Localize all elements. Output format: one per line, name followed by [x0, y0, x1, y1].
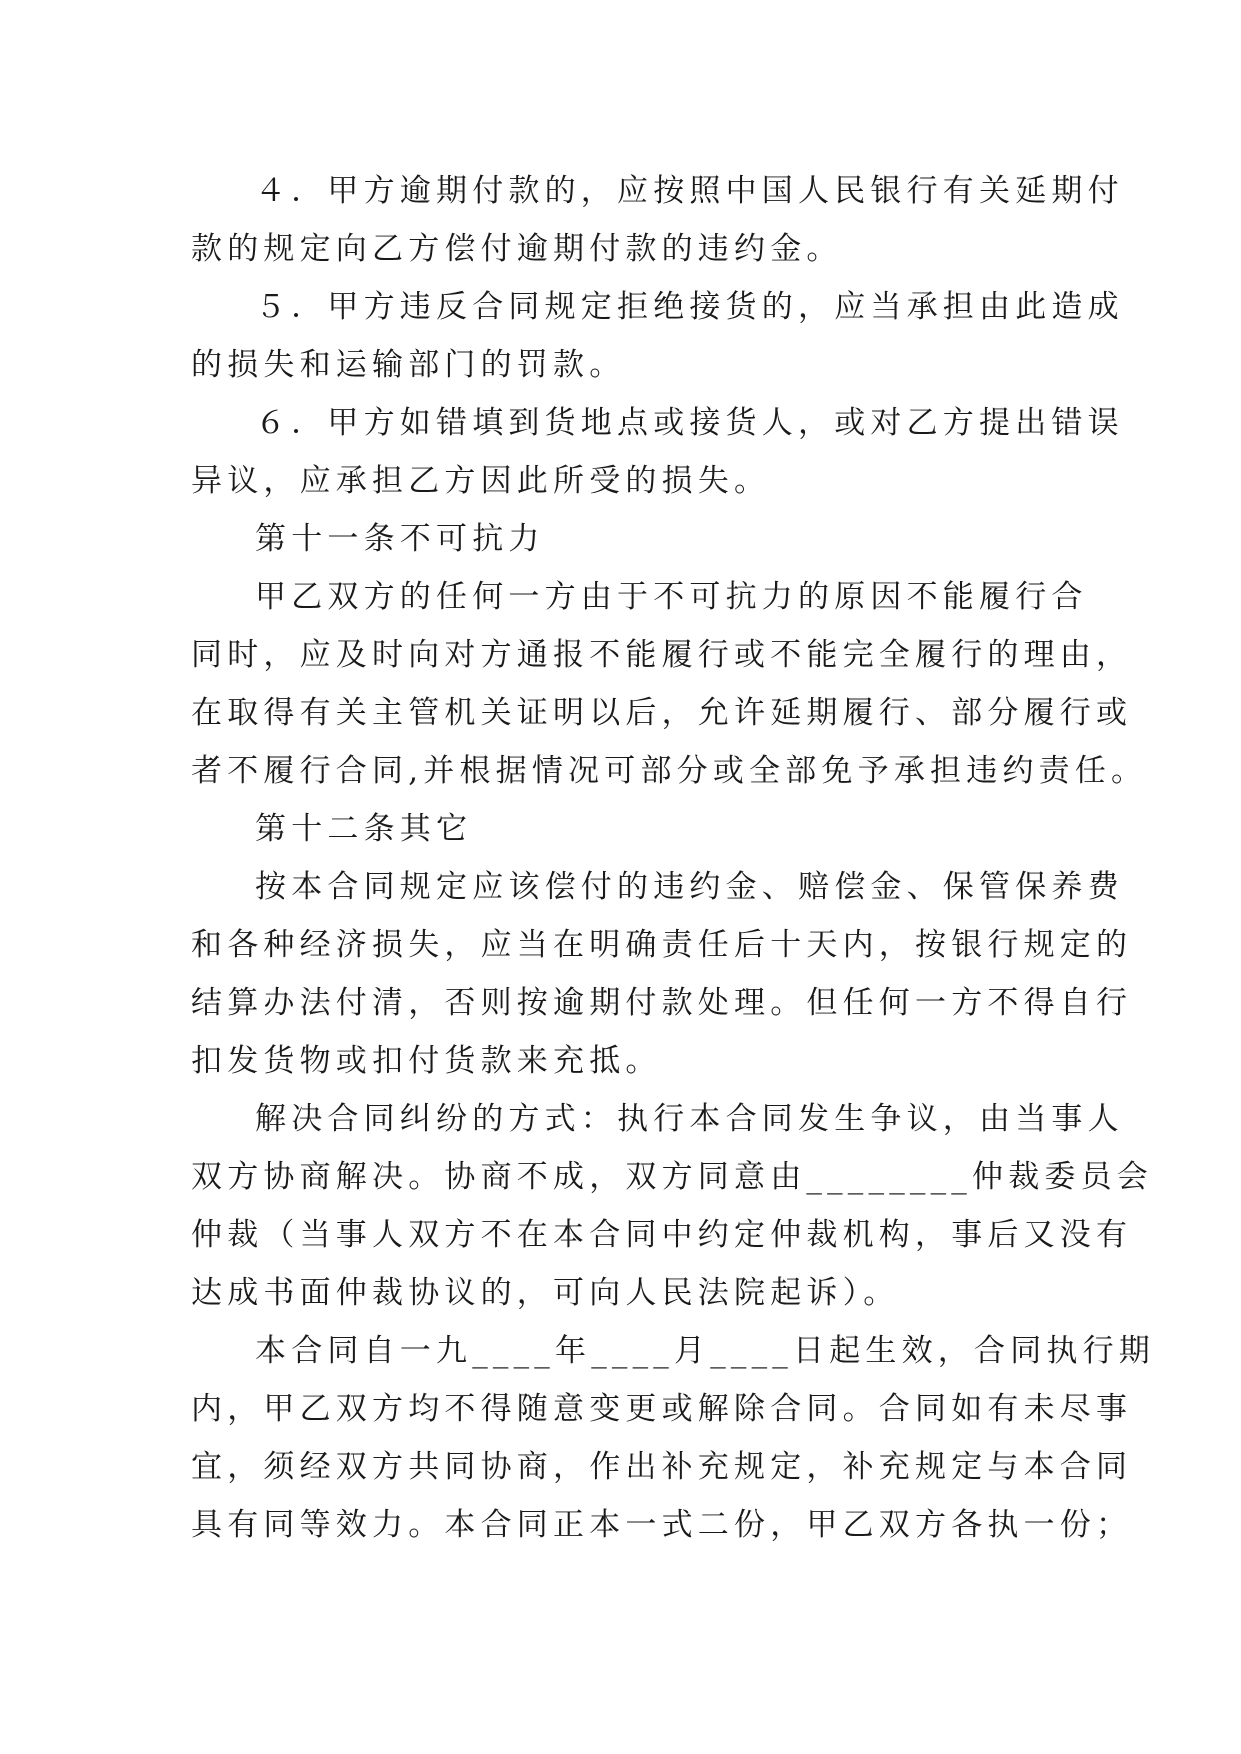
paragraph-line: 同时，应及时向对方通报不能履行或不能完全履行的理由， — [191, 637, 1133, 673]
paragraph-line: 宜，须经双方共同协商，作出补充规定，补充规定与本合同 — [191, 1449, 1133, 1485]
paragraph-line: 达成书面仲裁协议的，可向人民法院起诉）。 — [191, 1275, 900, 1311]
paragraph-line: 的损失和运输部门的罚款。 — [191, 347, 626, 383]
paragraph-line: ５．甲方违反合同规定拒绝接货的，应当承担由此造成 — [255, 289, 1124, 325]
clause-heading: 第十一条不可抗力 — [255, 521, 545, 557]
paragraph-line: 本合同自一九____年____月____日起生效，合同执行期 — [255, 1333, 1155, 1369]
paragraph-line: ６．甲方如错填到货地点或接货人，或对乙方提出错误 — [255, 405, 1124, 441]
paragraph-line: 结算办法付清，否则按逾期付款处理。但任何一方不得自行 — [191, 985, 1133, 1021]
paragraph-line: 者不履行合同,并根据情况可部分或全部免予承担违约责任。 — [191, 753, 1148, 789]
paragraph-line: 具有同等效力。本合同正本一式二份，甲乙双方各执一份； — [191, 1507, 1133, 1543]
paragraph-line: 双方协商解决。协商不成，双方同意由________仲裁委员会 — [191, 1159, 1153, 1195]
paragraph-line: 按本合同规定应该偿付的违约金、赔偿金、保管保养费 — [255, 869, 1124, 905]
paragraph-line: 扣发货物或扣付货款来充抵。 — [191, 1043, 662, 1079]
paragraph-line: 异议，应承担乙方因此所受的损失。 — [191, 463, 771, 499]
paragraph-line: 解决合同纠纷的方式：执行本合同发生争议，由当事人 — [255, 1101, 1124, 1137]
paragraph-line: 在取得有关主管机关证明以后，允许延期履行、部分履行或 — [191, 695, 1133, 731]
paragraph-line: 款的规定向乙方偿付逾期付款的违约金。 — [191, 231, 843, 267]
paragraph-line: ４．甲方逾期付款的，应按照中国人民银行有关延期付 — [255, 173, 1124, 209]
paragraph-line: 甲乙双方的任何一方由于不可抗力的原因不能履行合 — [255, 579, 1088, 615]
paragraph-line: 仲裁（当事人双方不在本合同中约定仲裁机构，事后又没有 — [191, 1217, 1133, 1253]
document-body — [191, 162, 1155, 1554]
clause-heading: 第十二条其它 — [255, 811, 473, 847]
paragraph-line: 内，甲乙双方均不得随意变更或解除合同。合同如有未尽事 — [191, 1391, 1133, 1427]
paragraph-line: 和各种经济损失，应当在明确责任后十天内，按银行规定的 — [191, 927, 1133, 963]
